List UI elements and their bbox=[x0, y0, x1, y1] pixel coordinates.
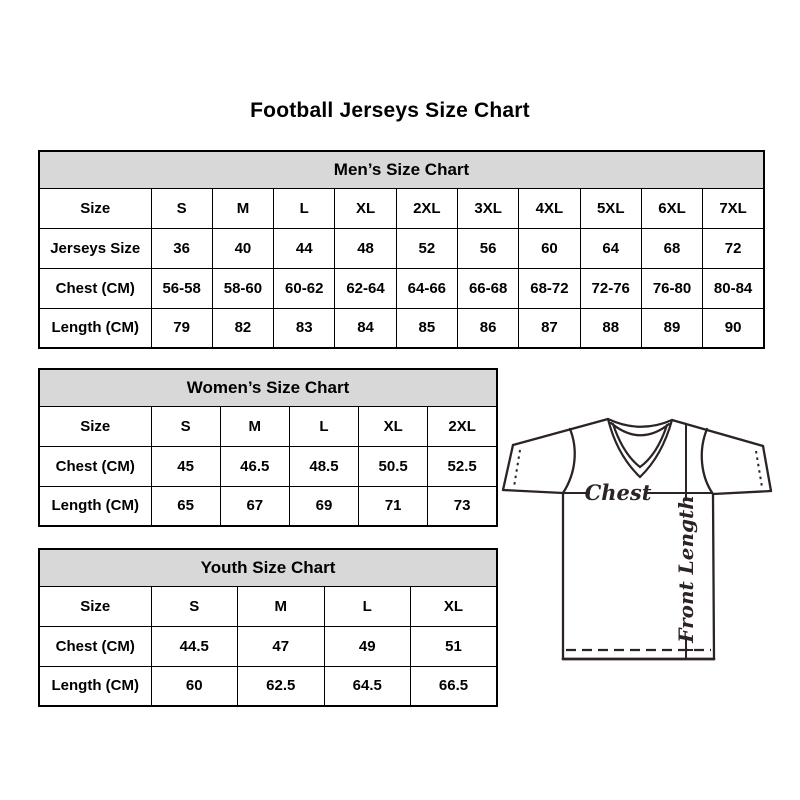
data-cell: 69 bbox=[289, 486, 358, 526]
data-cell: 58-60 bbox=[212, 268, 273, 308]
data-cell: 87 bbox=[519, 308, 580, 348]
data-cell: 76-80 bbox=[641, 268, 702, 308]
table-title-row bbox=[39, 151, 764, 188]
front-length-measure-label: Front Length bbox=[674, 495, 698, 643]
table-row bbox=[39, 586, 497, 626]
table-row bbox=[39, 666, 497, 706]
right-cuff-stitch-line bbox=[756, 451, 762, 487]
table-row bbox=[39, 406, 497, 446]
table-row bbox=[39, 268, 764, 308]
row-header-cell: Length (CM) bbox=[39, 666, 151, 706]
table-title: Youth Size Chart bbox=[39, 549, 497, 586]
data-cell: 36 bbox=[151, 228, 212, 268]
page-title: Football Jerseys Size Chart bbox=[250, 99, 530, 122]
data-cell: 60-62 bbox=[274, 268, 335, 308]
row-header-cell: Length (CM) bbox=[39, 486, 151, 526]
data-cell: M bbox=[238, 586, 325, 626]
data-cell: 50.5 bbox=[359, 446, 428, 486]
data-cell: 72-76 bbox=[580, 268, 641, 308]
row-header-cell: Chest (CM) bbox=[39, 626, 151, 666]
data-cell: 71 bbox=[359, 486, 428, 526]
data-cell: S bbox=[151, 406, 220, 446]
data-cell: XL bbox=[335, 188, 396, 228]
data-cell: 56-58 bbox=[151, 268, 212, 308]
data-cell: 6XL bbox=[641, 188, 702, 228]
data-cell: 83 bbox=[274, 308, 335, 348]
data-cell: 80-84 bbox=[703, 268, 764, 308]
jersey-outline bbox=[503, 419, 771, 659]
chest-measure-label: Chest bbox=[584, 480, 652, 505]
data-cell: 66.5 bbox=[411, 666, 498, 706]
data-cell: 49 bbox=[324, 626, 411, 666]
data-cell: 62-64 bbox=[335, 268, 396, 308]
data-cell: 44 bbox=[274, 228, 335, 268]
data-cell: 82 bbox=[212, 308, 273, 348]
data-cell: 44.5 bbox=[151, 626, 238, 666]
data-cell: 84 bbox=[335, 308, 396, 348]
data-cell: 68-72 bbox=[519, 268, 580, 308]
data-cell: 48.5 bbox=[289, 446, 358, 486]
data-cell: 64 bbox=[580, 228, 641, 268]
data-cell: 62.5 bbox=[238, 666, 325, 706]
data-cell: 66-68 bbox=[457, 268, 518, 308]
data-cell: 7XL bbox=[703, 188, 764, 228]
table-title-row bbox=[39, 369, 497, 406]
data-cell: 4XL bbox=[519, 188, 580, 228]
womens-size-table bbox=[38, 368, 498, 527]
data-cell: XL bbox=[411, 586, 498, 626]
data-cell: 56 bbox=[457, 228, 518, 268]
table-row bbox=[39, 188, 764, 228]
data-cell: L bbox=[289, 406, 358, 446]
data-cell: 72 bbox=[703, 228, 764, 268]
data-cell: 64-66 bbox=[396, 268, 457, 308]
table-row bbox=[39, 446, 497, 486]
data-cell: 67 bbox=[220, 486, 289, 526]
table-row bbox=[39, 626, 497, 666]
data-cell: 60 bbox=[151, 666, 238, 706]
row-header-cell: Chest (CM) bbox=[39, 268, 151, 308]
table-row bbox=[39, 308, 764, 348]
data-cell: 90 bbox=[703, 308, 764, 348]
data-cell: 47 bbox=[238, 626, 325, 666]
data-cell: L bbox=[324, 586, 411, 626]
data-cell: 60 bbox=[519, 228, 580, 268]
data-cell: 5XL bbox=[580, 188, 641, 228]
data-cell: S bbox=[151, 188, 212, 228]
table-title-row bbox=[39, 549, 497, 586]
jersey-measurement-diagram bbox=[500, 393, 780, 673]
data-cell: 3XL bbox=[457, 188, 518, 228]
data-cell: S bbox=[151, 586, 238, 626]
mens-size-table bbox=[38, 150, 765, 349]
data-cell: 85 bbox=[396, 308, 457, 348]
table-title: Men’s Size Chart bbox=[39, 151, 764, 188]
data-cell: 52 bbox=[396, 228, 457, 268]
table-title: Women’s Size Chart bbox=[39, 369, 497, 406]
data-cell: 52.5 bbox=[428, 446, 497, 486]
row-header-cell: Chest (CM) bbox=[39, 446, 151, 486]
data-cell: 73 bbox=[428, 486, 497, 526]
data-cell: M bbox=[220, 406, 289, 446]
data-cell: 65 bbox=[151, 486, 220, 526]
data-cell: 46.5 bbox=[220, 446, 289, 486]
row-header-cell: Length (CM) bbox=[39, 308, 151, 348]
row-header-cell: Size bbox=[39, 188, 151, 228]
data-cell: L bbox=[274, 188, 335, 228]
row-header-cell: Size bbox=[39, 586, 151, 626]
table-row bbox=[39, 486, 497, 526]
data-cell: 45 bbox=[151, 446, 220, 486]
data-cell: 68 bbox=[641, 228, 702, 268]
data-cell: 88 bbox=[580, 308, 641, 348]
table-row bbox=[39, 228, 764, 268]
data-cell: 64.5 bbox=[324, 666, 411, 706]
data-cell: 51 bbox=[411, 626, 498, 666]
data-cell: 89 bbox=[641, 308, 702, 348]
data-cell: 48 bbox=[335, 228, 396, 268]
data-cell: 2XL bbox=[428, 406, 497, 446]
data-cell: 79 bbox=[151, 308, 212, 348]
row-header-cell: Size bbox=[39, 406, 151, 446]
left-cuff-stitch-line bbox=[514, 450, 520, 487]
youth-size-table bbox=[38, 548, 498, 707]
data-cell: XL bbox=[359, 406, 428, 446]
data-cell: 40 bbox=[212, 228, 273, 268]
data-cell: M bbox=[212, 188, 273, 228]
data-cell: 2XL bbox=[396, 188, 457, 228]
data-cell: 86 bbox=[457, 308, 518, 348]
row-header-cell: Jerseys Size bbox=[39, 228, 151, 268]
vneck-collar bbox=[608, 419, 672, 477]
